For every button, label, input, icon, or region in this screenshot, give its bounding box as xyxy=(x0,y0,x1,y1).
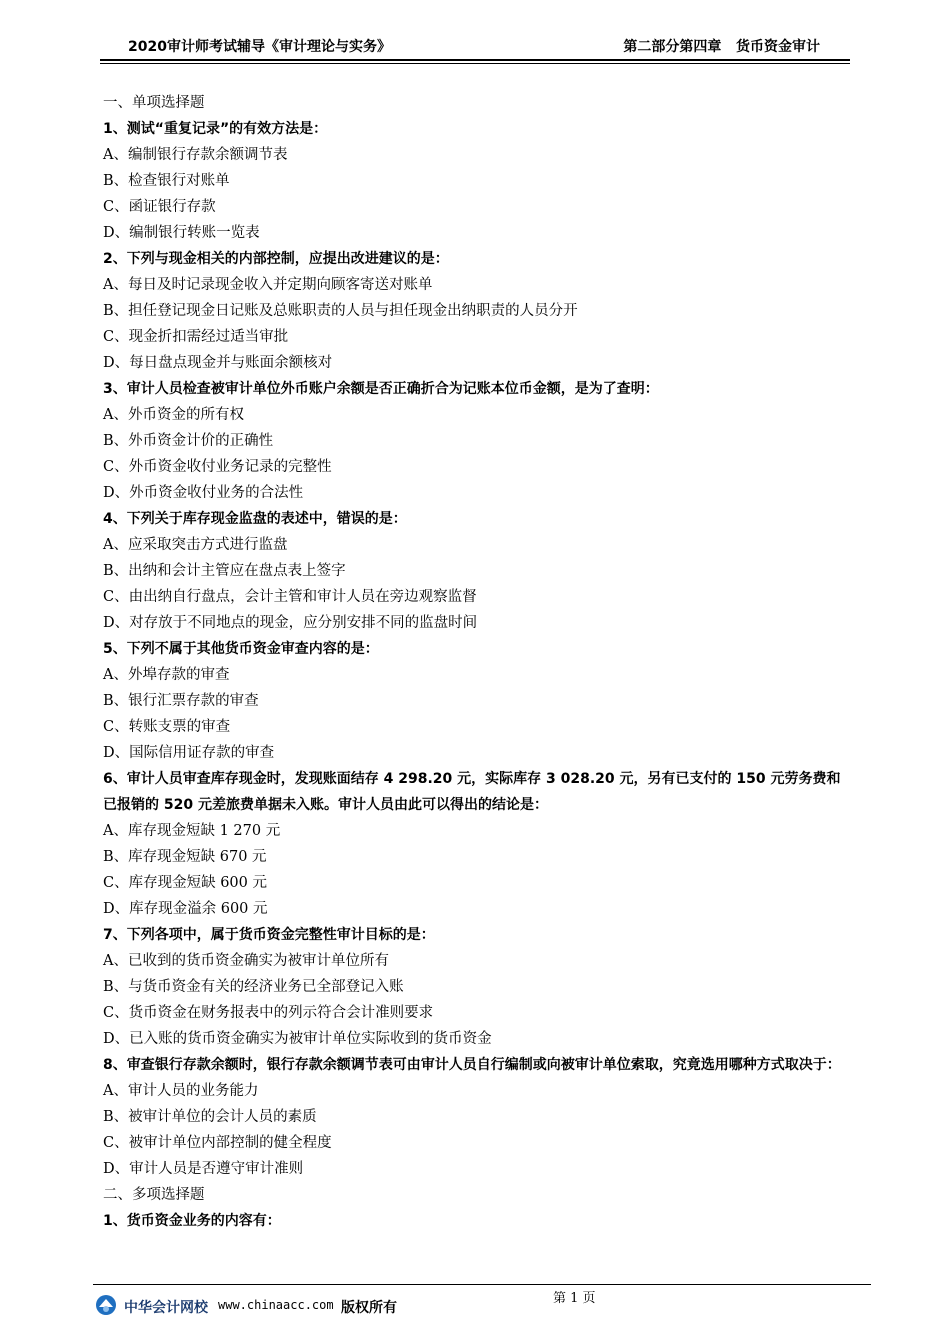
answer-option: D、每日盘点现金并与账面余额核对 xyxy=(103,355,333,371)
answer-option: A、库存现金短缺 1 270 元 xyxy=(103,823,281,839)
answer-option: A、外币资金的所有权 xyxy=(103,407,244,423)
question-stem: 7、下列各项中，属于货币资金完整性审计目标的是： xyxy=(103,927,435,943)
answer-option: D、外币资金收付业务的合法性 xyxy=(103,485,304,501)
answer-option: B、检查银行对账单 xyxy=(103,173,230,189)
answer-option: C、货币资金在财务报表中的列示符合会计准则要求 xyxy=(103,1005,434,1021)
footer-rights: 版权所有 xyxy=(341,1300,397,1316)
header-title: 2020审计师考试辅导《审计理论与实务》 xyxy=(128,39,391,55)
question-stem: 1、测试“重复记录”的有效方法是： xyxy=(103,121,328,137)
question-stem: 4、下列关于库存现金监盘的表述中，错误的是： xyxy=(103,511,407,527)
answer-option: A、审计人员的业务能力 xyxy=(103,1083,259,1099)
section-heading: 一、单项选择题 xyxy=(103,95,205,111)
answer-option: B、担任登记现金日记账及总账职责的人员与担任现金出纳职责的人员分开 xyxy=(103,303,578,319)
answer-option: B、外币资金计价的正确性 xyxy=(103,433,274,449)
question-stem: 3、审计人员检查被审计单位外币账户余额是否正确折合为记账本位币金额，是为了查明： xyxy=(103,381,659,397)
question-stem: 5、下列不属于其他货币资金审查内容的是： xyxy=(103,641,379,657)
question-stem: 6、审计人员审查库存现金时，发现账面结存 4 298.20 元，实际库存 3 028.20 元，另有已支付的 150 元劳务费和已报销的 520 元差旅费单据未入账。审计人员由此可以得出的结论是： xyxy=(103,771,841,813)
footer-url[interactable]: www.chinaacc.com xyxy=(218,1298,334,1312)
header-chapter: 第二部分第四章 货币资金审计 xyxy=(623,39,820,55)
answer-option: C、函证银行存款 xyxy=(103,199,216,215)
header-rule xyxy=(100,59,850,61)
answer-option: C、库存现金短缺 600 元 xyxy=(103,875,267,891)
answer-option: D、编制银行转账一览表 xyxy=(103,225,260,241)
chinaacc-logo-icon xyxy=(95,1294,117,1316)
answer-option: A、编制银行存款余额调节表 xyxy=(103,147,288,163)
header-rule-thin xyxy=(100,63,850,64)
answer-option: C、现金折扣需经过适当审批 xyxy=(103,329,289,345)
answer-option: B、银行汇票存款的审查 xyxy=(103,693,259,709)
question-stem: 2、下列与现金相关的内部控制，应提出改进建议的是： xyxy=(103,251,449,267)
answer-option: C、转账支票的审查 xyxy=(103,719,231,735)
question-stem: 8、审查银行存款余额时，银行存款余额调节表可由审计人员自行编制或向被审计单位索取，究竟选用哪种方式取决于： xyxy=(103,1057,841,1073)
answer-option: D、对存放于不同地点的现金，应分别安排不同的监盘时间 xyxy=(103,615,478,631)
answer-option: A、每日及时记录现金收入并定期向顾客寄送对账单 xyxy=(103,277,433,293)
answer-option: B、出纳和会计主管应在盘点表上签字 xyxy=(103,563,346,579)
question-stem: 1、货币资金业务的内容有： xyxy=(103,1213,281,1229)
page-header xyxy=(100,36,850,56)
answer-option: B、与货币资金有关的经济业务已全部登记入账 xyxy=(103,979,404,995)
answer-option: C、由出纳自行盘点，会计主管和审计人员在旁边观察监督 xyxy=(103,589,477,605)
answer-option: A、外埠存款的审查 xyxy=(103,667,230,683)
footer-brand: 中华会计网校 xyxy=(124,1300,208,1316)
answer-option: D、库存现金溢余 600 元 xyxy=(103,901,268,917)
answer-option: C、被审计单位内部控制的健全程度 xyxy=(103,1135,332,1151)
page-number: 第 1 页 xyxy=(553,1291,596,1306)
document-body xyxy=(103,90,853,1234)
answer-option: B、被审计单位的会计人员的素质 xyxy=(103,1109,317,1125)
answer-option: D、国际信用证存款的审查 xyxy=(103,745,275,761)
answer-option: D、审计人员是否遵守审计准则 xyxy=(103,1161,304,1177)
answer-option: A、已收到的货币资金确实为被审计单位所有 xyxy=(103,953,389,969)
answer-option: D、已入账的货币资金确实为被审计单位实际收到的货币资金 xyxy=(103,1031,492,1047)
answer-option: A、应采取突击方式进行监盘 xyxy=(103,537,288,553)
section-heading: 二、多项选择题 xyxy=(103,1187,205,1203)
footer-rule xyxy=(93,1284,871,1285)
answer-option: B、库存现金短缺 670 元 xyxy=(103,849,267,865)
answer-option: C、外币资金收付业务记录的完整性 xyxy=(103,459,332,475)
